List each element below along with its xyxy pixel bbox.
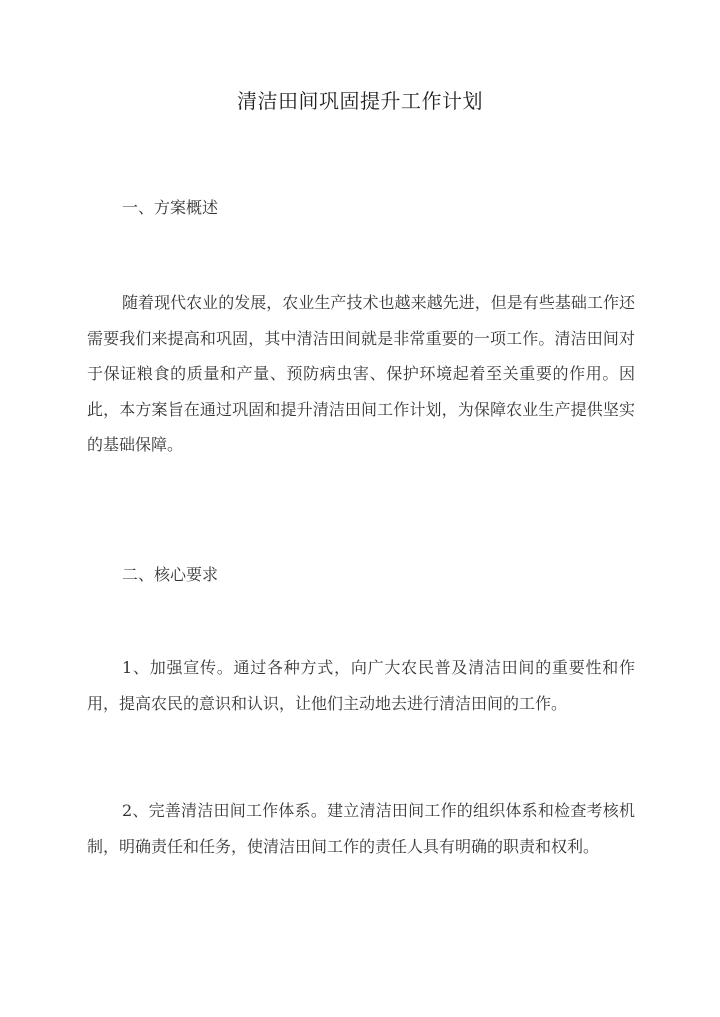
section-heading-overview: 一、方案概述 bbox=[122, 198, 219, 217]
document-title: 清洁田间巩固提升工作计划 bbox=[237, 89, 483, 113]
section-heading-requirements: 二、核心要求 bbox=[122, 565, 219, 584]
requirement-item-1: 1、加强宣传。通过各种方式，向广大农民普及清洁田间的重要性和作用，提高农民的意识和认识，让他们主动地去进行清洁田间的工作。 bbox=[87, 658, 635, 713]
overview-paragraph: 随着现代农业的发展，农业生产技术也越来越先进，但是有些基础工作还需要我们来提高和巩固，其中清洁田间就是非常重要的一项工作。清洁田间对于保证粮食的质量和产量、预防病虫害、保护环境起着至关重要的作用。因此，本方案旨在通过巩固和提升清洁田间工作计划，为保障农业生产提供坚实的基础保障。 bbox=[87, 293, 635, 454]
requirement-item-2: 2、完善清洁田间工作体系。建立清洁田间工作的组织体系和检查考核机制，明确责任和任务，使清洁田间工作的责任人具有明确的职责和权利。 bbox=[87, 801, 635, 856]
